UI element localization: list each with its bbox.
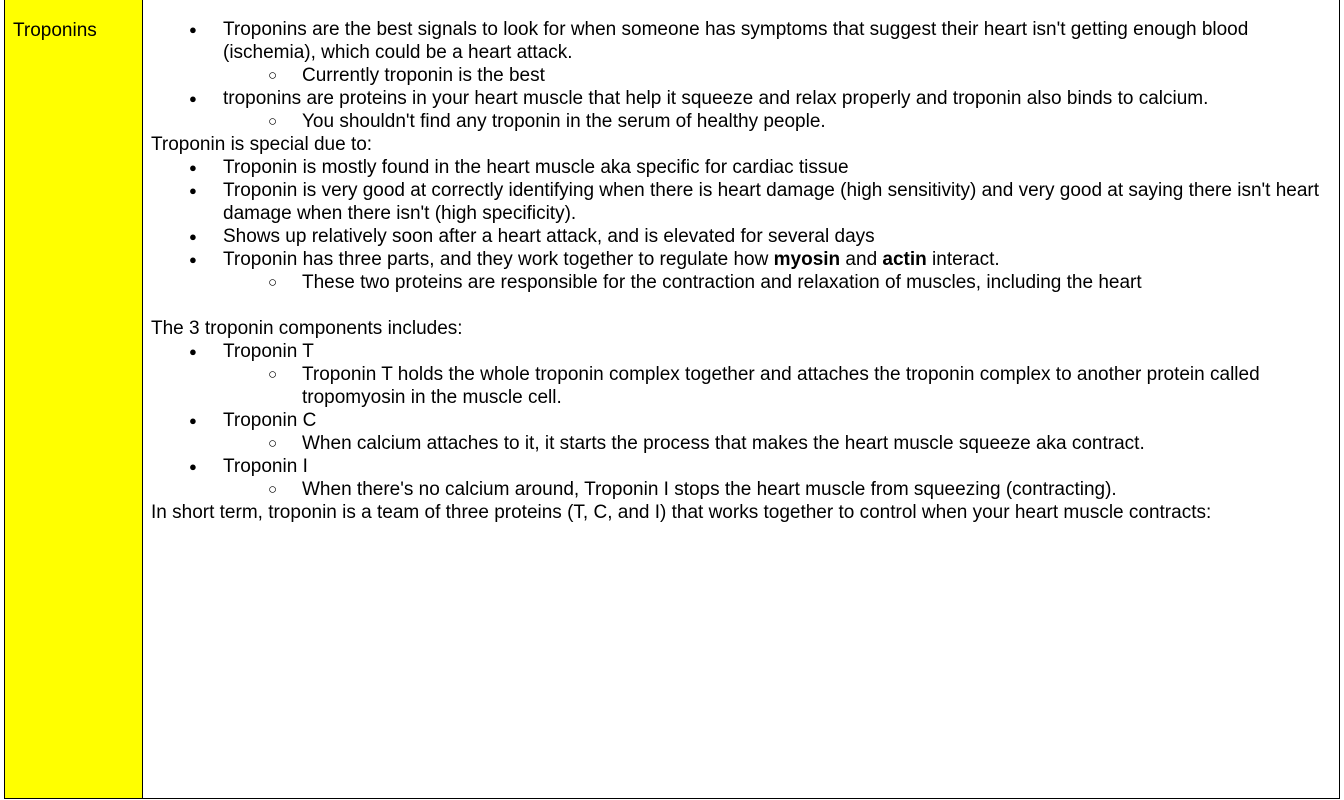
special-list (151, 156, 1331, 294)
component-name: ● Troponin I (151, 455, 1331, 478)
notes-table (4, 0, 1340, 799)
spacer (151, 294, 1331, 317)
actin-term: actin (882, 249, 927, 270)
components-list (151, 340, 1331, 501)
list-item: ● Shows up relatively soon after a heart attack, and is elevated for several days (151, 225, 1331, 248)
component-name: ● Troponin T (151, 340, 1331, 363)
list-item: ● Troponin is mostly found in the heart muscle aka specific for cardiac tissue (151, 156, 1331, 179)
myosin-term: myosin (773, 249, 841, 270)
summary-text: In short term, troponin is a team of three proteins (T, C, and I) that works together to control when your heart muscle contracts: (151, 502, 1212, 523)
sub-list-item: ○ You shouldn't find any troponin in the serum of healthy people. (151, 110, 1331, 133)
topic-content-cell (143, 0, 1340, 799)
list-item: ● troponins are proteins in your heart muscle that help it squeeze and relax properly and troponin also binds to calcium. (151, 87, 1331, 110)
component-desc: ○ Troponin T holds the whole troponin complex together and attaches the troponin complex to another protein called tropomyosin in the muscle cell. (151, 363, 1331, 409)
component-desc: ○ When calcium attaches to it, it starts the process that makes the heart muscle squeeze aka contract. (151, 432, 1331, 455)
sub-list-item: ○ Currently troponin is the best (151, 64, 1331, 87)
special-heading: Troponin is special due to: (151, 134, 373, 155)
topic-content (143, 0, 1339, 524)
parts-text-after: interact. (926, 249, 1000, 270)
topic-label: Troponins (13, 20, 97, 41)
list-item: ● Troponin is very good at correctly identifying when there is heart damage (high sensitivity) and very good at saying there isn't heart damage when there isn't (high specificity). (151, 179, 1331, 225)
parts-text-before: Troponin has three parts, and they work together to regulate how (223, 249, 774, 270)
intro-list (151, 18, 1331, 133)
list-item: ● Troponins are the best signals to look for when someone has symptoms that suggest their heart isn't getting enough blood (ischemia), which could be a heart attack. (151, 18, 1331, 64)
parts-text-middle: and (840, 249, 883, 270)
component-desc: ○ When there's no calcium around, Troponin I stops the heart muscle from squeezing (contracting). (151, 478, 1331, 501)
topic-label-cell (5, 0, 143, 799)
component-name: ● Troponin C (151, 409, 1331, 432)
list-item-parts (151, 248, 1331, 271)
components-heading: The 3 troponin components includes: (151, 318, 463, 339)
table-row (5, 0, 1340, 799)
sub-list-item: ○ These two proteins are responsible for the contraction and relaxation of muscles, including the heart (151, 271, 1331, 294)
